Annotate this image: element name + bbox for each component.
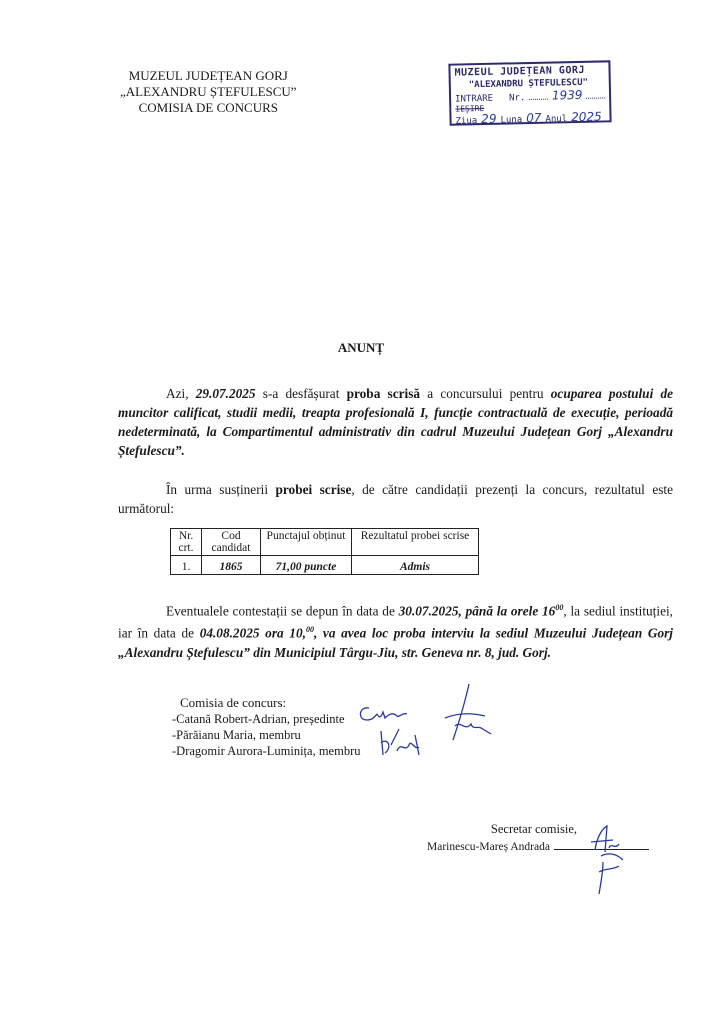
stamp-zi-value: 29 (481, 111, 497, 127)
signature-marinescu (585, 822, 635, 902)
p1-proba-scrisa: proba scrisă (346, 386, 421, 401)
p3-text-3: , va avea loc proba interviu la sediul Muzeului Județean Gorj „Alexandru Ștefulescu” din Municipiul Târgu-Jiu, str. Geneva nr. 8, jud. Gorj. (118, 625, 673, 660)
paragraph-results-intro (118, 480, 673, 518)
paragraph-contestations (118, 598, 673, 662)
table-header-cell: Cod candidat (202, 529, 261, 556)
p3-sup-2: 00 (305, 625, 314, 635)
p1-mid2: a concursului pentru (427, 386, 544, 401)
p2-text-1: În urma susținerii (166, 482, 269, 497)
signature-dragomir (375, 725, 435, 765)
header-line-1: MUZEUL JUDEȚEAN GORJ (128, 68, 288, 83)
commission-block (172, 695, 361, 759)
table-header-cell: Rezultatul probei scrise (352, 529, 479, 556)
p3-sup-1: 00 (555, 603, 564, 612)
p3-text-1: Eventualele contestații se depun în data de (166, 603, 395, 619)
p2-probei-scrise: probei scrise (275, 482, 352, 497)
stamp-dotted-line (529, 91, 548, 100)
commission-member: -Dragomir Aurora-Luminița, membru (172, 744, 361, 758)
stamp-iesire-label: IEȘIRE (455, 103, 485, 114)
table-cell-rezultat: Admis (352, 556, 479, 575)
document-title: ANUNȚ (337, 340, 385, 355)
commission-member: -Catană Robert-Adrian, președinte (172, 712, 345, 726)
p1-mid1: s-a desfășurat (262, 386, 340, 401)
header-line-2: „ALEXANDRU ȘTEFULESCU” (120, 84, 297, 99)
stamp-nr-label: Nr. (508, 93, 526, 104)
stamp-intrare-label: INTRARE (455, 93, 494, 105)
signature-paraianu (425, 682, 495, 752)
p1-position-description: ocuparea postului de muncitor calificat, studii medii, treapta profesională I, funcție contractuală de execuție, perioadă nedeterminată, la Compartimentul administrativ din cadrul Muzeului Județean Gorj „Alexandru Ștefulescu”. (118, 386, 674, 458)
registration-stamp (448, 60, 611, 125)
table-header-row (171, 529, 479, 556)
secretary-name: Marinescu-Mareș Andrada (427, 841, 550, 853)
stamp-luna-value: 07 (526, 110, 542, 126)
table-header-cell: Nr. crt. (171, 529, 202, 556)
stamp-luna-label: Luna (500, 115, 523, 126)
table-cell-cod: 1865 (202, 556, 261, 575)
paragraph-exam-info (118, 384, 673, 460)
signature-catana (355, 698, 415, 728)
header-line-3: COMISIA DE CONCURS (138, 100, 278, 115)
table-cell-punctaj: 71,00 puncte (261, 556, 352, 575)
p3-deadline: 30.07.2025, până la orele 16 (398, 603, 556, 619)
p3-interview-date: 04.08.2025 ora 10, (199, 625, 306, 641)
stamp-line-2: "ALEXANDRU ȘTEFULESCU" (468, 77, 589, 91)
table-row (171, 556, 479, 575)
stamp-zi-label: Ziua (455, 116, 478, 127)
exam-date: 29.07.2025 (195, 386, 256, 401)
stamp-line-1: MUZEUL JUDEȚEAN GORJ (454, 64, 586, 79)
table-cell-nr: 1. (171, 556, 202, 575)
stamp-dotted-line (586, 89, 605, 98)
p2-text-2: , de către candidații prezenți la concurs, rezultatul este următorul: (118, 482, 673, 516)
p1-azi: Azi, (166, 386, 189, 401)
secretary-title: Secretar comisie, (490, 822, 577, 836)
stamp-an-label: Anul (545, 114, 568, 125)
stamp-an-value: 2025 (570, 109, 602, 125)
stamp-nr-value: 1939 (551, 87, 583, 103)
p3-text-2: , la sediul instituției, iar în data de (118, 603, 673, 641)
institution-header (120, 68, 297, 116)
commission-member: -Părăianu Maria, membru (172, 728, 301, 742)
results-table (170, 528, 479, 575)
table-header-cell: Punctajul obținut (261, 529, 352, 556)
commission-heading: Comisia de concurs: (180, 695, 287, 710)
